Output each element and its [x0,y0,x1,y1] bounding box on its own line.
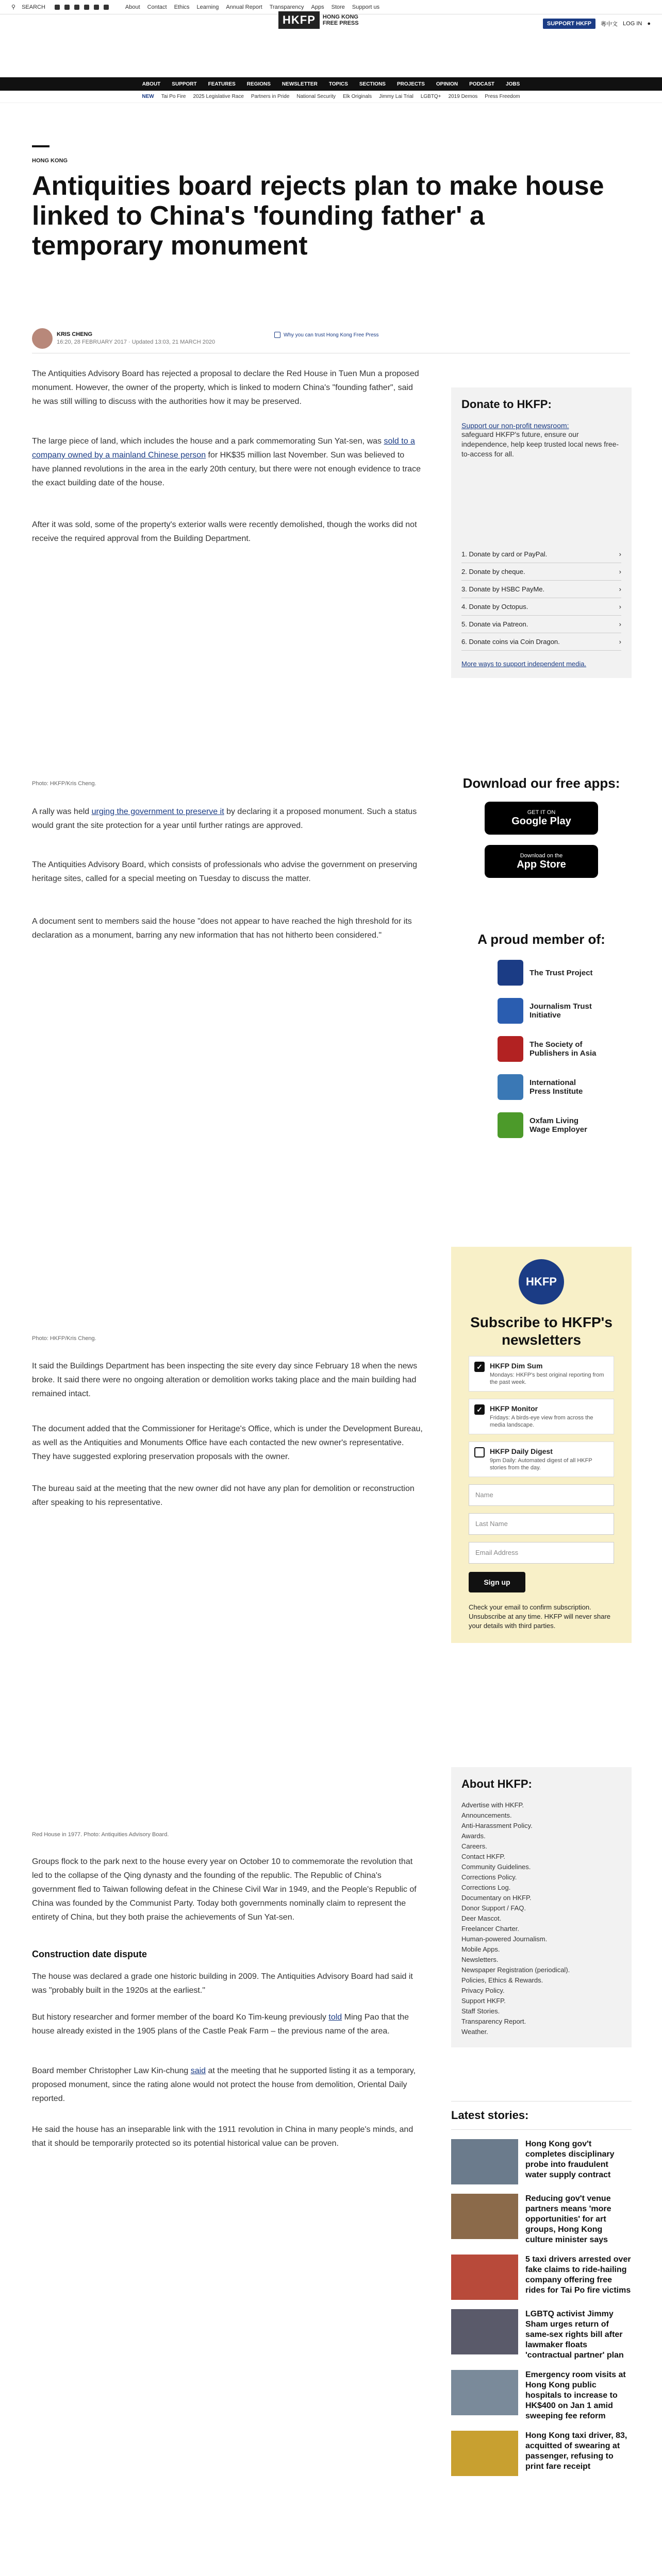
about-list-item[interactable]: Documentary on HKFP. [461,1894,532,1902]
donate-panel [451,387,632,678]
facebook-icon[interactable] [55,5,60,10]
subnav-item[interactable]: 2019 Demos [448,94,478,99]
story-title: LGBTQ activist Jimmy Sham urges return of same-sex rights bill after lawmaker floats 'contractual partner' plan [525,2310,624,2360]
about-list-item[interactable]: Newsletters. [461,1956,499,1963]
main-nav [0,77,662,91]
search-icon[interactable]: ⚲ [11,4,16,10]
app-store-button[interactable] [485,845,598,878]
top-link[interactable]: Annual Report [226,4,262,10]
nav-item[interactable]: ABOUT [142,81,161,87]
newsletter-desc: Mondays: HKFP's best original reporting from the past week. [490,1372,604,1385]
donate-option-label: 4. Donate by Octopus. [461,603,528,611]
name-field[interactable]: Name [469,1484,614,1506]
trust-project-logo [498,960,523,986]
story-image [451,2194,518,2239]
donate-option[interactable] [461,581,621,598]
nav-item[interactable]: NEWSLETTER [282,81,318,87]
newsletter-text [490,1362,608,1386]
member-name: Oxfam Living Wage Employer [529,1116,587,1134]
top-link[interactable]: Support us [352,4,380,10]
newsletter-name: HKFP Dim Sum [490,1362,543,1370]
hkfp-badge: HKFP [519,1259,564,1304]
article-paragraph: It said the Buildings Department has been inspecting the site every day since February 18 when the news broke. It said there were no ongoing alteration or demolition works taking place and the main building had remained intact. [32,1362,418,1398]
text-run: by declaring it a proposed monument. Such a status would grant the site protection for a year until further ratings are approved. [32,807,417,830]
about-title: About HKFP: [461,1777,532,1790]
photo-caption: Photo: HKFP/Kris Cheng. [32,1335,96,1342]
youtube-icon[interactable] [84,5,89,10]
photo-caption: Red House in 1977. Photo: Antiquities Advisory Board. [32,1832,169,1838]
text-run: Board member Christopher Law Kin-chung [32,2066,191,2075]
newsletter-option[interactable] [469,1399,614,1434]
nav-item[interactable]: OPINION [436,81,458,87]
article-paragraph: A document sent to members said the house "does not appear to have reached the high threshold for its declaration as a monument, barring any new information that has not hitherto been considered." [32,917,412,940]
search-label[interactable]: SEARCH [22,4,45,10]
inline-link[interactable]: urging the government to preserve it [91,807,224,816]
story-item[interactable] [451,2194,632,2245]
trust-link[interactable] [274,332,379,338]
nav-item[interactable]: SUPPORT [172,81,197,87]
about-list [461,1800,621,2037]
text-run: But history researcher and former member of the board Ko Tim-keung previously [32,2013,329,2022]
text-run: at the meeting that he supported listing it as a temporary, proposed monument, since the rating alone would not protect the house from demolition, Oriental Daily reported. [32,2066,416,2103]
story-item[interactable] [451,2431,632,2476]
inline-link[interactable]: said [190,2066,206,2075]
donate-option[interactable] [461,616,621,633]
checkbox[interactable] [474,1447,485,1458]
member-title: A proud member of: [477,931,605,947]
signup-button[interactable]: Sign up [469,1572,525,1592]
site-logo[interactable] [278,11,359,29]
nav-item[interactable]: PODCAST [469,81,495,87]
avatar [32,328,53,349]
story-image [451,2370,518,2415]
logo-mark: HKFP [278,11,320,29]
google-play-button[interactable] [485,802,598,835]
sub-nav [0,91,662,103]
member-name: The Trust Project [529,968,593,977]
newsletter-desc: 9pm Daily: Automated digest of all HKFP stories from the day. [490,1458,592,1471]
checkbox[interactable]: ✓ [474,1404,485,1415]
article-paragraph: He said the house has an inseparable link with the 1911 revolution in China in many people's minds, and that it should be temporarily protected so its potential historical value can be proven. [32,2125,413,2148]
author-name[interactable]: KRIS CHENG [57,331,93,337]
story-image [451,2255,518,2300]
donate-option[interactable] [461,633,621,651]
social-icons [55,5,109,10]
chevron-right-icon: › [619,620,621,628]
inline-link[interactable]: sold to a company owned by a mainland Chinese person [32,437,415,460]
member-section [451,931,632,1138]
section-heading: Construction date dispute [32,1949,147,1959]
story-item[interactable] [451,2139,632,2184]
chevron-right-icon: › [619,603,621,611]
last-name-field[interactable]: Last Name [469,1513,614,1535]
donate-option-label: 6. Donate coins via Coin Dragon. [461,638,560,646]
subscribe-box [451,1247,632,1643]
story-item[interactable] [451,2255,632,2300]
member-ipi[interactable] [498,1074,632,1100]
subnav-item[interactable]: LGBTQ+ [420,94,441,99]
donate-option-label: 1. Donate by card or PayPal. [461,550,548,558]
login-link[interactable]: LOG IN [623,21,642,27]
about-list-item[interactable]: Community Guidelines. [461,1863,531,1871]
bluesky-icon[interactable] [104,5,109,10]
story-title: 5 taxi drivers arrested over fake claims to ride-hailing company offering free rides for Tai Po fire victims [525,2255,631,2295]
about-list-item[interactable]: Privacy Policy. [461,1987,505,1994]
about-list-item[interactable]: Announcements. [461,1811,512,1819]
story-image [451,2139,518,2184]
language-link[interactable]: 粵中文 [601,21,618,27]
latest-stories [451,2101,632,2476]
about-list-item[interactable]: Policies, Ethics & Rewards. [461,1976,543,1984]
story-item[interactable] [451,2370,632,2421]
text-run: A rally was held [32,807,92,816]
sopa-logo [498,1036,523,1062]
about-list-item[interactable]: Deer Mascot. [461,1914,502,1922]
about-list-item[interactable]: Corrections Log. [461,1884,511,1891]
member-name: International Press Institute [529,1078,583,1096]
donate-option[interactable] [461,546,621,563]
oxfam-logo [498,1112,523,1138]
about-box [451,1767,632,2047]
new-badge: NEW [142,94,154,99]
newsletter-text [490,1404,608,1429]
photo-caption: Photo: HKFP/Kris Cheng. [32,781,96,787]
member-name: Journalism Trust Initiative [529,1002,592,1020]
headline-rule [32,145,49,147]
subscribe-panel [451,1247,632,1643]
jti-logo [498,998,523,1024]
user-icon[interactable]: ● [647,21,651,27]
logo-text [323,14,359,26]
newsletter-option[interactable] [469,1356,614,1392]
chevron-right-icon: › [619,585,621,593]
email-field[interactable]: Email Address [469,1542,614,1564]
about-list-item[interactable]: Staff Stories. [461,2007,500,2015]
article-paragraph: After it was sold, some of the property's exterior walls were recently demolished, though the works did not receive the required approval from the Building Department. [32,520,417,543]
instagram-icon[interactable] [74,5,79,10]
member-name: The Society of Publishers in Asia [529,1040,597,1058]
top-bar-left [11,4,379,10]
article-paragraph: Groups flock to the park next to the house every year on October 10 to commemorate the revolution that led to the collapse of the Qing dynasty and the founding of the republic. The Republic of China's government fled to Taiwan following defeat in the Chinese Civil War in 1949, and the People's Republic of China was founded by the Communist Party. Today both governments nominally claim to represent the entirety of China, but they both praise the achievements of Sun Yat-sen. [32,1857,417,1922]
nav-item[interactable]: TOPICS [328,81,348,87]
donate-option-label: 2. Donate by cheque. [461,568,525,575]
about-list-item[interactable]: Awards. [461,1832,486,1840]
x-icon[interactable] [64,5,70,10]
chevron-right-icon: › [619,550,621,558]
store-big: Google Play [511,815,571,827]
section-kicker[interactable]: HONG KONG [32,158,68,164]
top-bar-right [543,19,651,29]
about-list-item[interactable]: Human-powered Journalism. [461,1935,548,1943]
nav-item[interactable]: SECTIONS [359,81,386,87]
article-paragraph [32,2010,424,2038]
latest-title: Latest stories: [451,2101,632,2130]
about-list-item[interactable]: Advertise with HKFP. [461,1801,524,1809]
logo-line1: HONG KONG [322,14,358,20]
about-list-item[interactable]: Weather. [461,2028,488,2036]
threads-icon[interactable] [94,5,99,10]
publish-date: 16:20, 28 FEBRUARY 2017 · Updated 13:03, 21 MARCH 2020 [57,339,216,345]
top-link[interactable]: Apps [311,4,324,10]
about-list-item[interactable]: Corrections Policy. [461,1873,517,1881]
apps-section [451,775,632,878]
story-title: Reducing gov't venue partners means 'more opportunities' for art groups, Hong Kong culture minister says [525,2194,611,2244]
apps-title: Download our free apps: [462,775,620,791]
chevron-right-icon: › [619,638,621,646]
top-link[interactable]: Contact [147,4,167,10]
about-list-item[interactable]: Transparency Report. [461,2018,526,2025]
byline-text [57,331,215,345]
newsletter-name: HKFP Monitor [490,1404,538,1413]
subnav-item[interactable]: National Security [296,94,336,99]
chevron-right-icon: › [619,568,621,575]
donate-option[interactable] [461,598,621,616]
donate-box [451,387,632,678]
trust-link-text: Why you can trust Hong Kong Free Press [284,332,379,338]
store-small: Download on the [520,852,563,859]
nav-item[interactable]: PROJECTS [396,81,425,87]
subnav-item[interactable]: Jimmy Lai Trial [379,94,413,99]
about-list-item[interactable]: Contact HKFP. [461,1853,506,1860]
about-list-item[interactable]: Mobile Apps. [461,1945,500,1953]
store-big: App Store [517,858,566,870]
article-paragraph [32,2064,424,2106]
text-run: Ming Pao that the house already existed in the 1905 plans of the Castle Peak Farm – the previous name of the area. [32,2013,409,2036]
member-trust-project[interactable] [498,960,632,986]
newsletter-desc: Fridays: A birds-eye view from across the media landscape. [490,1415,593,1428]
support-button[interactable]: SUPPORT HKFP [543,19,595,29]
about-list-item[interactable]: Newspaper Registration (periodical). [461,1966,570,1974]
story-title: Hong Kong gov't completes disciplinary probe into fraudulent water supply contract [525,2140,615,2179]
newsletter-text [490,1447,608,1471]
checkbox[interactable]: ✓ [474,1362,485,1372]
nav-item[interactable]: FEATURES [208,81,236,87]
subscribe-note: Check your email to confirm subscription. Unsubscribe at any time. HKFP will never share your details with third parties. [469,1603,611,1630]
text-run: The large piece of land, which includes the house and a park commemorating Sun Yat-sen, was [32,437,384,446]
newsletter-name: HKFP Daily Digest [490,1447,553,1455]
story-item[interactable] [451,2309,632,2361]
donate-link[interactable]: Support our non-profit newsroom: [461,421,569,430]
store-small: GET IT ON [527,809,556,816]
donate-description: safeguard HKFP's future, ensure our independence, help keep trusted local news free-to-access for all. [461,430,619,458]
about-list-item[interactable]: Donor Support / FAQ. [461,1904,526,1912]
story-image [451,2309,518,2354]
text-run: for HK$35 million last November. Sun was believed to have planned revolutions in the area in the early 20th century, but there were not enough evidence to trace the exact building date of the house. [32,451,421,487]
top-link[interactable]: Store [331,4,345,10]
donate-option-label: 3. Donate by HSBC PayMe. [461,585,545,593]
page-title: Antiquities board rejects plan to make house linked to China's 'founding father' a temporary monument [32,171,604,261]
about-panel [451,1767,632,2047]
ipi-logo [498,1074,523,1100]
about-list-item[interactable]: Freelancer Charter. [461,1925,519,1933]
newsletter-option[interactable] [469,1442,614,1477]
article-paragraph [32,805,424,833]
top-link[interactable]: About [125,4,140,10]
subnav-item[interactable]: Press Freedom [485,94,520,99]
more-ways-link[interactable]: More ways to support independent media. [461,660,587,668]
article-paragraph: The document added that the Commissioner for Heritage's Office, which is under the Development Bureau, as well as the Antiquities and Monuments Office have each contacted the new owner's representative. They have suggested exploring preservation proposals with the owner. [32,1425,423,1461]
about-list-item[interactable]: Anti-Harassment Policy. [461,1822,533,1829]
top-link[interactable]: Ethics [174,4,190,10]
donate-title: Donate to HKFP: [461,398,552,411]
article-paragraph [32,434,424,490]
shield-icon [274,332,280,338]
subscribe-title: Subscribe to HKFP's newsletters [470,1314,613,1348]
article-paragraph: The house was declared a grade one historic building in 2009. The Antiquities Advisory Board had said it was "probably built in the 1920s at the earliest." [32,1972,413,1995]
nav-item[interactable]: REGIONS [246,81,271,87]
story-title: Emergency room visits at Hong Kong public hospitals to increase to HK$400 on Jan 1 amid sweeping fee reform [525,2370,626,2420]
story-image [451,2431,518,2476]
article-paragraph: The Antiquities Advisory Board, which consists of professionals who advise the government on preserving heritage sites, called for a special meeting on Tuesday to discuss the matter. [32,860,418,883]
donate-options [461,546,621,651]
story-title: Hong Kong taxi driver, 83, acquitted of swearing at passenger, refusing to print fare receipt [525,2431,627,2471]
donate-option-label: 5. Donate via Patreon. [461,620,528,628]
nav-item[interactable]: JOBS [506,81,520,87]
inline-link[interactable]: told [328,2013,342,2022]
top-link[interactable]: Transparency [269,4,304,10]
member-oxfam[interactable] [498,1112,632,1138]
subnav-item[interactable]: Elk Originals [342,94,372,99]
article-paragraph: The bureau said at the meeting that the new owner did not have any plan for demolition or reconstruction after speaking to his representative. [32,1484,415,1507]
logo-line2: FREE PRESS [322,20,359,26]
subnav-item[interactable]: 2025 Legislative Race [193,94,244,99]
subnav-item[interactable]: Partners in Pride [251,94,290,99]
donate-option[interactable] [461,563,621,581]
about-list-item[interactable]: Careers. [461,1842,487,1850]
article-paragraph: The Antiquities Advisory Board has rejected a proposal to declare the Red House in Tuen Mun a proposed monument. However, the owner of the property, which is linked to modern China's "founding father", said he was still willing to discuss with the authorities how it may be preserved. [32,369,419,406]
about-list-item[interactable]: Support HKFP. [461,1997,506,2005]
byline [32,324,630,353]
member-sopa[interactable] [498,1036,632,1062]
top-links [125,4,379,10]
member-jti[interactable] [498,998,632,1024]
subnav-item[interactable]: Tai Po Fire [161,94,186,99]
top-link[interactable]: Learning [196,4,219,10]
